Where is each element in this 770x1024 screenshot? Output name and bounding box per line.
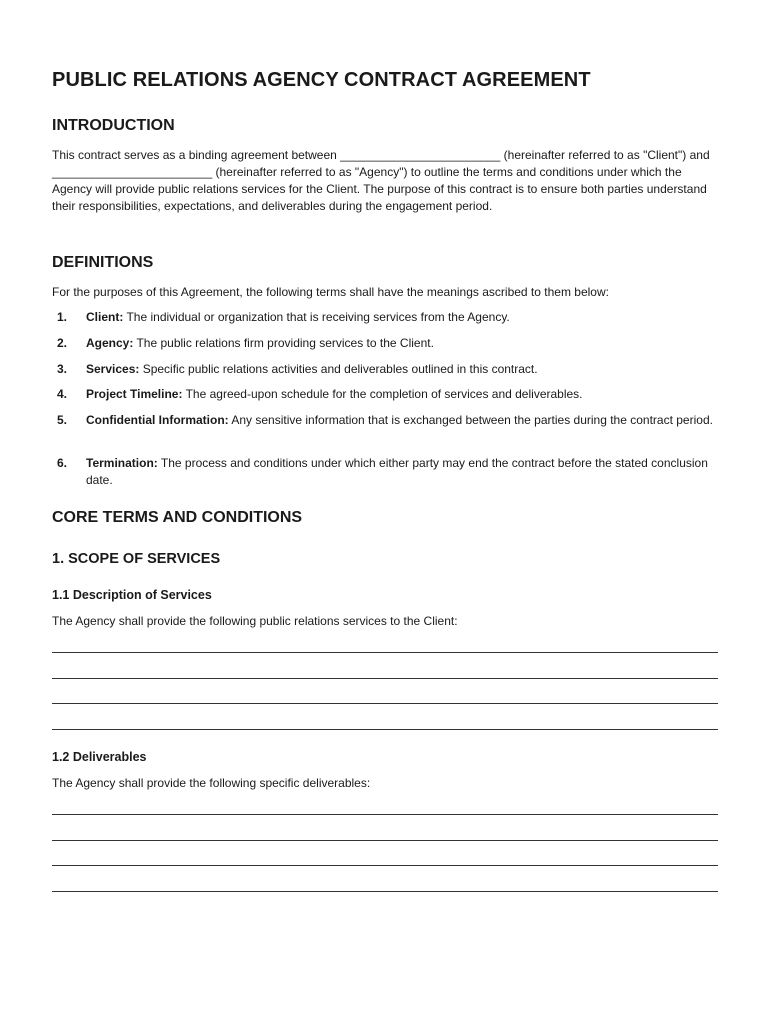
definition-number: 6. <box>57 456 68 470</box>
scope-of-services-heading: 1. SCOPE OF SERVICES <box>52 551 221 567</box>
deliverables-text: The Agency shall provide the following specific deliverables: <box>52 776 371 790</box>
definitions-heading: DEFINITIONS <box>52 254 154 271</box>
deliverables-blank-line-3[interactable] <box>52 865 718 866</box>
document-title: PUBLIC RELATIONS AGENCY CONTRACT AGREEMENT <box>52 69 591 91</box>
definition-text: Any sensitive information that is exchanged between the parties during the contract period. <box>228 413 713 427</box>
definition-term: Project Timeline: <box>86 387 183 401</box>
definition-text: The agreed-upon schedule for the completion of services and deliverables. <box>182 387 583 401</box>
definition-text: The public relations firm providing services to the Client. <box>133 336 434 350</box>
definition-body <box>86 455 718 489</box>
definition-number: 1. <box>57 310 68 324</box>
introduction-text: This contract serves as a binding agreement between ________________________ (hereinafter referred to as "Client") and ________________________ (hereinafter referred to as "Agency") to outline the terms and conditions under which the Agency will provide public relations services for the Client. The purpose of this contract is to ensure both parties understand their responsibilities, expectations, and deliverables during the engagement period. <box>52 148 710 213</box>
description-of-services-text: The Agency shall provide the following public relations services to the Client: <box>52 614 458 628</box>
definition-body <box>86 335 718 352</box>
definition-number: 5. <box>57 413 68 427</box>
definition-text: Specific public relations activities and deliverables outlined in this contract. <box>139 362 538 376</box>
introduction-heading: INTRODUCTION <box>52 117 175 134</box>
definition-text: The process and conditions under which either party may end the contract before the stated conclusion date. <box>86 456 708 487</box>
definition-text: The individual or organization that is receiving services from the Agency. <box>123 310 510 324</box>
definition-number: 4. <box>57 387 68 401</box>
definition-term: Agency: <box>86 336 134 350</box>
services-blank-line-1[interactable] <box>52 652 718 653</box>
deliverables-blank-line-2[interactable] <box>52 840 718 841</box>
definition-term: Termination: <box>86 456 158 470</box>
description-of-services-heading: 1.1 Description of Services <box>52 588 212 602</box>
services-blank-line-2[interactable] <box>52 678 718 679</box>
services-blank-line-3[interactable] <box>52 703 718 704</box>
definition-body <box>86 361 718 378</box>
definition-term: Client: <box>86 310 124 324</box>
deliverables-heading: 1.2 Deliverables <box>52 750 147 764</box>
definition-term: Confidential Information: <box>86 413 229 427</box>
definition-number: 3. <box>57 362 68 376</box>
deliverables-blank-line-1[interactable] <box>52 814 718 815</box>
definition-number: 2. <box>57 336 68 350</box>
deliverables-blank-line-4[interactable] <box>52 891 718 892</box>
definition-body <box>86 412 718 429</box>
core-terms-heading: CORE TERMS AND CONDITIONS <box>52 509 303 526</box>
services-blank-line-4[interactable] <box>52 729 718 730</box>
definition-term: Services: <box>86 362 140 376</box>
definitions-intro: For the purposes of this Agreement, the following terms shall have the meanings ascribed to them below: <box>52 285 609 299</box>
definition-body <box>86 309 718 326</box>
definition-body <box>86 386 718 403</box>
